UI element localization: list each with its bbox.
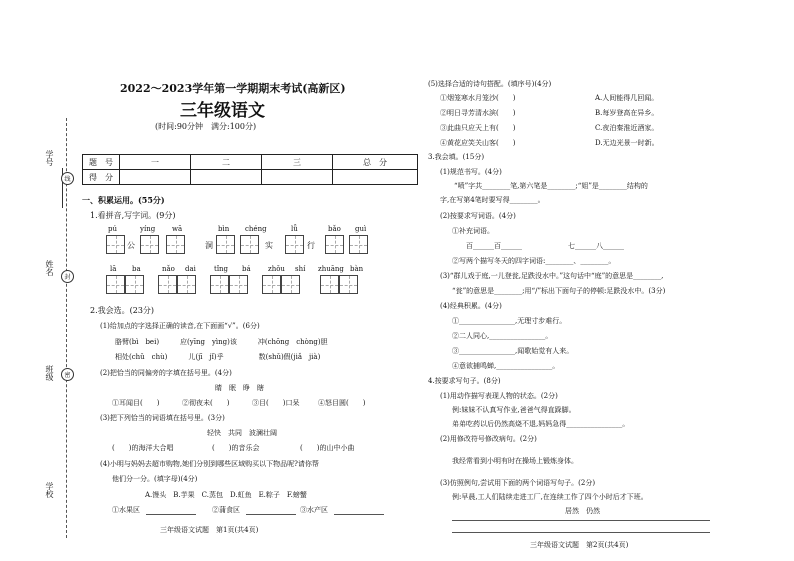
q2-1-line-a: 胳臂(bì bei) 应(yīng yìng)该 冲(chōng chòng)胆 — [115, 338, 328, 346]
fill-words[interactable]: 七______八______ — [568, 242, 624, 250]
exam-title: 2022～2023学年第一学期期末考试(高新区) — [120, 82, 346, 95]
fill-words[interactable]: 百______百______ — [466, 242, 522, 250]
q3-3-line-a[interactable]: (3)“群儿戏于庭,一儿登瓮,足跌没水中。”这句话中“庭”的意思是________, — [440, 272, 664, 280]
classic-item[interactable]: ④意欲捕鸣蝉,________________。 — [452, 362, 560, 370]
q2-2-item[interactable]: ③目( )口呆 — [252, 399, 300, 407]
q2-1-line-b: 相处(chǔ chù) 儿(jī jǐ)乎 数(shǔ)假(jiǎ jià) — [115, 353, 321, 361]
classic-item[interactable]: ①________________,无理寸步难行。 — [452, 317, 567, 325]
poem-line[interactable]: ④黄花应笑关山客( ) — [440, 139, 516, 147]
q3-3-line-b[interactable]: “瓮”的意思是________;用“/”标出下面句子的停顿:足跌没水中。(3分) — [452, 287, 666, 295]
writing-grid[interactable] — [349, 235, 368, 254]
school-label: 学校 — [45, 482, 54, 498]
pinyin: wā — [172, 225, 183, 233]
q2-1-title: (1)给加点的字选择正确的读音,在下面画“√”。(6分) — [100, 322, 260, 330]
poem-option: C.夜泊秦淮近酒家。 — [595, 124, 659, 132]
pinyin: bá — [242, 265, 251, 273]
answer-line[interactable] — [246, 514, 296, 515]
score-header-cell: 一 — [120, 155, 191, 170]
q3-2-title: (2)按要求写词语。(4分) — [440, 212, 516, 220]
pinyin: bìn — [218, 225, 230, 233]
writing-grid[interactable] — [158, 275, 177, 294]
pinyin: shí — [295, 265, 306, 273]
given-char: 实 — [265, 241, 273, 250]
score-header-cell: 总 分 — [333, 155, 418, 170]
q2-2-item[interactable]: ②彻夜未( ) — [182, 399, 230, 407]
student-number-label: 学号 — [45, 150, 54, 166]
q3-title: 3.我会填。(15分) — [428, 153, 485, 161]
q2-2-item[interactable]: ①耳闻目( ) — [112, 399, 160, 407]
writing-grid[interactable] — [320, 275, 339, 294]
q5-title: (5)选择合适的诗句搭配。(填序号)(4分) — [428, 80, 552, 88]
writing-grid[interactable] — [140, 235, 159, 254]
q4-title: 4.按要求写句子。(8分) — [428, 377, 501, 385]
writing-grid[interactable] — [166, 235, 185, 254]
score-header-cell: 题 号 — [83, 155, 120, 170]
q4-1-example: 例:妹妹不认真写作业,爸爸气得直跺脚。 — [452, 406, 576, 414]
q3-1-line-b[interactable]: 字,在写第4笔时要写得________。 — [440, 196, 545, 204]
answer-line[interactable] — [334, 514, 384, 515]
page-footer-right: 三年级语文试题 第2页(共4页) — [530, 541, 629, 549]
writing-grid[interactable] — [229, 275, 248, 294]
given-char: 公 — [127, 241, 135, 250]
writing-grid[interactable] — [177, 275, 196, 294]
writing-grid[interactable] — [339, 275, 358, 294]
q2-3-words: 轻快 共同 波澜壮阔 — [207, 429, 277, 437]
writing-grid[interactable] — [262, 275, 281, 294]
poem-line[interactable]: ②明日寻芳清水滨( ) — [440, 109, 516, 117]
class-label: 班级 — [45, 365, 54, 381]
q2-2-title: (2)把恰当的同偏旁的字填在括号里。(4分) — [100, 369, 232, 377]
answer-line[interactable] — [452, 532, 710, 533]
writing-grid[interactable] — [106, 235, 125, 254]
q3-1-title: (1)规范书写。(4分) — [440, 168, 502, 176]
q2-3-item[interactable]: ( )的音乐会 — [212, 444, 260, 452]
page-footer-left: 三年级语文试题 第1页(共4页) — [160, 526, 259, 534]
q4-1-title: (1)用动作描写表现人物的状态。(2分) — [440, 392, 558, 400]
writing-grid[interactable] — [325, 235, 344, 254]
pinyin: guì — [355, 225, 367, 233]
student-name-label: 姓名 — [45, 260, 54, 276]
score-header-cell: 三 — [262, 155, 333, 170]
q2-3-item[interactable]: ( )的山中小曲 — [300, 444, 355, 452]
score-row-label: 得 分 — [83, 170, 120, 185]
q2-2-words: 睛 眠 睁 瞎 — [215, 384, 264, 392]
zone-label: ②蒲食区 — [212, 506, 240, 514]
seal-line: 线 — [61, 172, 74, 185]
pinyin: pú — [108, 225, 117, 233]
writing-grid[interactable] — [216, 235, 235, 254]
pinyin: zhuāng — [318, 265, 344, 273]
pinyin: bàn — [350, 265, 364, 273]
q3-2-sub-b[interactable]: ②写两个描写冬天的四字词语:________、________。 — [452, 257, 616, 265]
pinyin: ba — [132, 265, 141, 273]
poem-option: D.无边光景一时新。 — [595, 139, 659, 147]
classic-item[interactable]: ③________________,闻歌始觉有人来。 — [452, 347, 574, 355]
q2-2-item[interactable]: ④怒目圆( ) — [318, 399, 366, 407]
answer-line[interactable] — [452, 520, 710, 521]
poem-line[interactable]: ①烟笼寒水月笼沙( ) — [440, 94, 516, 102]
score-table — [82, 154, 418, 185]
seal-secret: 密 — [61, 368, 74, 381]
seal-seal: 封 — [61, 270, 74, 283]
writing-grid[interactable] — [240, 235, 259, 254]
writing-grid[interactable] — [281, 275, 300, 294]
q4-1-task[interactable]: 弟弟吃药以后仍然高烧不退,妈妈急得________________。 — [452, 420, 630, 428]
q3-1-line-a[interactable]: “喷”字共________笔,第六笔是________;“姐”是________结构的 — [454, 182, 648, 190]
score-cell[interactable] — [262, 170, 333, 185]
pinyin: zhǒu — [268, 265, 285, 273]
poem-option: B.每岁登高在异乡。 — [595, 109, 659, 117]
q4-2-title: (2)用修改符号修改病句。(2分) — [440, 435, 537, 443]
pinyin: yíng — [140, 225, 156, 233]
q2-4-line-b: 他们分一分。(填字母)(4分) — [112, 475, 198, 483]
writing-grid[interactable] — [285, 235, 304, 254]
answer-line[interactable] — [146, 514, 196, 515]
exam-subject: 三年级语文 — [180, 101, 265, 121]
pinyin: lǚ — [291, 225, 298, 233]
poem-option: A.人间能得几回闻。 — [595, 94, 659, 102]
pinyin: chéng — [245, 225, 267, 233]
q1-title: 1.看拼音,写字词。(9分) — [90, 211, 176, 220]
pinyin: nǎo — [162, 265, 175, 273]
poem-line[interactable]: ③此曲只应天上有( ) — [440, 124, 516, 132]
q4-3-title: (3)仿照例句,尝试用下面的两个词语写句子。(2分) — [440, 479, 596, 487]
q2-3-title: (3)把下列恰当的词语填在括号里。(3分) — [100, 414, 225, 422]
q4-2-sentence[interactable]: 我经常看到小明有时在操场上锻炼身体。 — [452, 457, 578, 465]
q2-3-item[interactable]: ( )的海洋大合唱 — [112, 444, 174, 452]
q2-4-line-a: (4)小明与妈妈去超市购物,她们分别到哪些区域购买以下物品呢?请你帮 — [100, 460, 319, 468]
section-1-title: 一、积累运用。(55分) — [82, 195, 165, 205]
writing-grid[interactable] — [210, 275, 229, 294]
score-cell[interactable] — [120, 170, 191, 185]
given-char: 洞 — [205, 241, 213, 250]
exam-info: (时间:90分钟 满分:100分) — [155, 122, 257, 131]
q2-4-options: A.馒头 B.芋果 C.蒸包 D.虹鱼 E.粽子 F.螃蟹 — [145, 491, 307, 499]
zone-label: ③水产区 — [300, 506, 328, 514]
pinyin: bǎo — [328, 225, 341, 233]
q3-2-sub-a: ①补充词语。 — [452, 227, 494, 235]
pinyin: lā — [110, 265, 117, 273]
given-char: 行 — [307, 241, 315, 250]
writing-grid[interactable] — [125, 275, 144, 294]
pinyin: dai — [185, 265, 196, 273]
q4-3-words: 居然 仍然 — [565, 507, 600, 515]
writing-grid[interactable] — [106, 275, 125, 294]
score-cell[interactable] — [191, 170, 262, 185]
q3-4-title: (4)经典积累。(4分) — [440, 302, 502, 310]
score-cell[interactable] — [333, 170, 418, 185]
zone-label: ①水果区 — [112, 506, 140, 514]
pinyin: tǐng — [214, 265, 229, 273]
q2-title: 2.我会选。(23分) — [90, 306, 155, 315]
q4-3-example: 例:早晨,工人们陆续走进工厂,在连续工作了四个小时后才下班。 — [452, 493, 648, 501]
score-header-cell: 二 — [191, 155, 262, 170]
classic-item[interactable]: ②二人同心,________________。 — [452, 332, 553, 340]
